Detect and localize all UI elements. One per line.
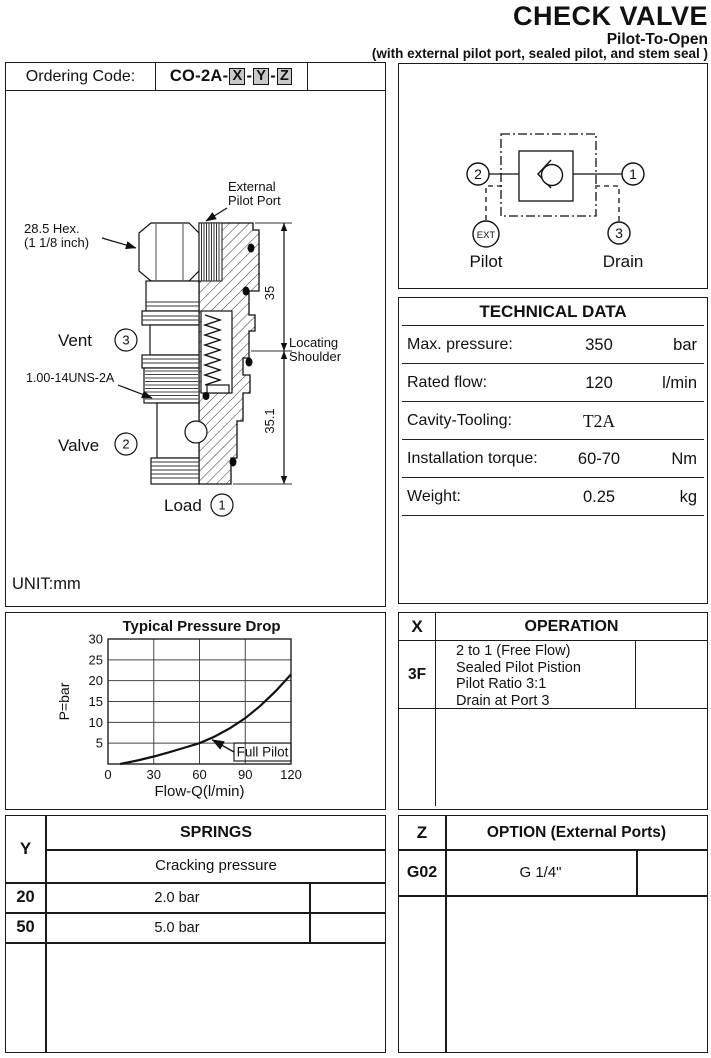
oring-seal xyxy=(243,287,250,296)
load-port-number: 1 xyxy=(218,497,226,513)
valve-cross-hole xyxy=(185,421,207,443)
unit-note: UNIT:mm xyxy=(12,575,81,593)
full-pilot-annotation-arrow xyxy=(212,740,234,752)
td-row-unit: kg xyxy=(679,487,697,506)
ext-pilot-text: EXT xyxy=(476,230,496,241)
port-3-number: 3 xyxy=(615,225,623,241)
valve-body xyxy=(150,325,199,355)
locating-shoulder-label-1: Locating xyxy=(289,335,339,350)
table-row xyxy=(399,326,707,364)
external-pilot-port-label-2: Pilot Port xyxy=(228,193,281,208)
td-row-value: 120 xyxy=(585,373,613,392)
operation-empty-area xyxy=(399,709,707,806)
td-row-value: 60-70 xyxy=(577,449,621,468)
operation-line: Sealed Pilot Pistion xyxy=(456,659,581,676)
spring-row-code: 20 xyxy=(16,888,35,906)
operation-row-code: 3F xyxy=(399,641,436,708)
spring-row-value: 5.0 bar xyxy=(154,919,200,936)
ordering-code-y: Y xyxy=(253,68,269,85)
check-valve-ball xyxy=(542,165,563,186)
chart-title: Typical Pressure Drop xyxy=(122,618,281,635)
spring-row-code: 50 xyxy=(16,918,35,936)
springs-panel xyxy=(5,815,386,1053)
y-tick-label: 25 xyxy=(88,652,103,668)
operation-empty-cell xyxy=(635,641,707,708)
table-row xyxy=(399,478,707,516)
spring-row-value: 2.0 bar xyxy=(154,889,200,906)
pilot-line-dashed xyxy=(486,186,502,220)
td-row-label: Weight: xyxy=(407,488,461,505)
x-tick-label: 0 xyxy=(104,767,112,782)
td-row-value: 350 xyxy=(585,335,613,354)
td-row-label: Rated flow: xyxy=(407,374,488,391)
td-row-label: Max. pressure: xyxy=(407,336,513,353)
y-tick-label: 30 xyxy=(88,631,103,647)
ordering-code-row xyxy=(6,63,385,91)
operation-header xyxy=(399,613,707,641)
pressure-drop-chart-panel xyxy=(5,612,386,810)
operation-line: Drain at Port 3 xyxy=(456,692,550,709)
external-pilot-port-label-1: External xyxy=(228,179,276,194)
y-tick-label: 15 xyxy=(88,694,103,709)
td-row-unit: bar xyxy=(673,335,697,354)
drawing-panel xyxy=(5,62,386,607)
ordering-code-z: Z xyxy=(277,68,292,85)
page-subtitle: Pilot-To-Open xyxy=(606,31,708,48)
dim-35-1-label: 35.1 xyxy=(262,408,277,434)
option-col-header: Z xyxy=(416,822,428,842)
technical-data-panel xyxy=(398,297,708,604)
operation-line: Pilot Ratio 3:1 xyxy=(456,676,547,692)
table-row xyxy=(399,364,707,402)
drain-label: Drain xyxy=(602,252,644,271)
td-row-value: T2A xyxy=(582,410,616,431)
vent-port-number: 3 xyxy=(122,332,130,348)
td-row-value: 0.25 xyxy=(582,487,616,506)
page-subtitle-2: (with external pilot port, sealed pilot, and stem seal ) xyxy=(371,46,708,61)
valve-hex-head xyxy=(139,223,199,281)
hydraulic-symbol-panel xyxy=(398,63,708,289)
valve-poppet xyxy=(207,385,229,393)
ordering-code-prefix: CO-2A- xyxy=(169,67,229,85)
dim-35-label: 35 xyxy=(262,285,277,301)
option-value-divider xyxy=(636,849,638,895)
ordering-code-x: X xyxy=(229,68,245,85)
y-tick-label: 5 xyxy=(95,735,103,751)
td-row-label: Installation torque: xyxy=(407,450,538,467)
springs-col-header: Y xyxy=(19,839,32,858)
valve-neck xyxy=(146,281,199,311)
option-panel xyxy=(398,815,708,1053)
ordering-code-value xyxy=(156,63,308,90)
hydraulic-symbol-diagram xyxy=(399,64,706,287)
springs-title: SPRINGS xyxy=(179,823,252,841)
hex-label-2: (1 1/8 inch) xyxy=(24,235,90,250)
y-tick-label: 20 xyxy=(88,673,103,689)
hex-label-1: 28.5 Hex. xyxy=(24,221,80,236)
table-row xyxy=(399,440,707,478)
ordering-code-label: Ordering Code: xyxy=(6,63,156,90)
operation-panel xyxy=(398,612,708,810)
oring-seal xyxy=(246,358,253,367)
td-row-unit: Nm xyxy=(671,449,697,468)
y-tick-label: 10 xyxy=(88,714,103,730)
ordering-code-sep1: - xyxy=(246,67,253,85)
valve-collar-2 xyxy=(142,355,199,368)
ordering-code-sep2: - xyxy=(270,67,277,85)
port-2-number: 2 xyxy=(474,166,482,182)
valve-collar xyxy=(142,311,199,325)
option-row-value: G 1/4" xyxy=(519,864,562,881)
operation-col-header: X xyxy=(399,613,436,640)
table-row xyxy=(399,402,707,440)
operation-row-description xyxy=(436,641,635,708)
x-tick-label: 90 xyxy=(238,767,253,782)
x-tick-label: 120 xyxy=(280,767,302,782)
valve-cross-section-drawing xyxy=(6,90,385,604)
y-axis-label: P=bar xyxy=(56,682,72,721)
x-tick-label: 30 xyxy=(146,767,161,782)
thread-spec-label: 1.00-14UNS-2A xyxy=(26,371,115,385)
valve-port-label: Valve xyxy=(58,436,100,455)
td-row-unit: l/min xyxy=(662,373,697,392)
oring-seal xyxy=(203,392,210,400)
oring-seal xyxy=(248,244,255,253)
oring-seal xyxy=(230,458,237,467)
locating-shoulder-label-2: Shoulder xyxy=(289,349,342,364)
operation-title: OPERATION xyxy=(524,617,619,635)
port-1-number: 1 xyxy=(629,166,637,182)
drain-line-dashed xyxy=(595,186,619,221)
x-axis-label: Flow-Q(l/min) xyxy=(154,783,245,800)
technical-data-title xyxy=(399,298,707,326)
load-port-label: Load xyxy=(164,496,202,515)
td-row-label: Cavity-Tooling: xyxy=(407,412,512,429)
springs-value-divider xyxy=(309,882,311,942)
x-tick-label: 60 xyxy=(192,767,207,782)
pressure-drop-chart xyxy=(6,613,384,808)
full-pilot-annotation-label: Full Pilot xyxy=(236,744,289,760)
vent-label: Vent xyxy=(58,331,93,350)
technical-data-title-text: TECHNICAL DATA xyxy=(479,302,627,321)
valve-port-number: 2 xyxy=(122,436,130,452)
page-title: CHECK VALVE xyxy=(512,1,708,31)
option-row-code: G02 xyxy=(406,863,438,881)
operation-line: 2 to 1 (Free Flow) xyxy=(456,643,571,659)
option-title: OPTION (External Ports) xyxy=(486,823,667,841)
pilot-label: Pilot xyxy=(469,252,503,271)
springs-subtitle: Cracking pressure xyxy=(155,857,277,874)
table-row xyxy=(399,641,707,709)
